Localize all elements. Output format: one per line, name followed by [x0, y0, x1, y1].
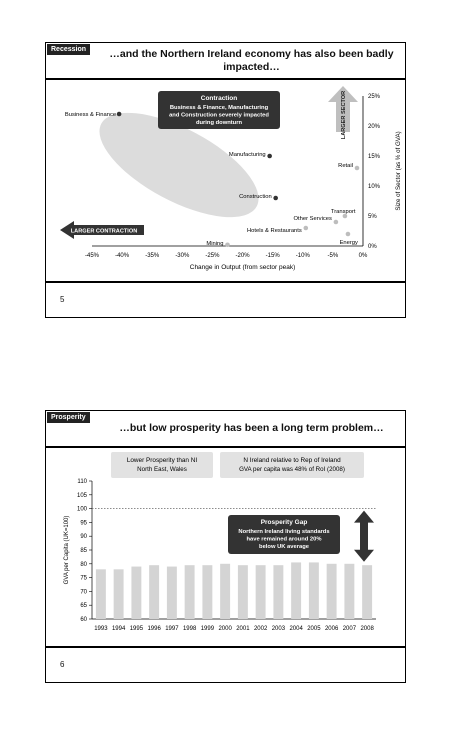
y-tick-label: 90 — [80, 534, 87, 541]
x-tick-label: -25% — [205, 253, 220, 259]
x-tick-label: 1996 — [147, 626, 161, 632]
x-tick-label: 1997 — [165, 626, 179, 632]
y-tick-label: 20% — [368, 124, 381, 130]
x-tick-label: -35% — [145, 253, 160, 259]
data-point — [267, 154, 272, 159]
callout-line: Northern Ireland living standards — [238, 529, 330, 535]
page-number: 5 — [60, 295, 65, 304]
y-tick-label: 105 — [76, 492, 87, 499]
bar-chart — [46, 448, 405, 648]
x-tick-label: -20% — [235, 253, 250, 259]
x-tick-label: 2004 — [289, 626, 303, 632]
point-label: Construction — [239, 194, 272, 200]
bar — [202, 565, 212, 619]
gap-double-arrow — [354, 511, 374, 562]
data-point — [273, 196, 278, 201]
point-label: Energy — [339, 240, 358, 246]
point-label: Transport — [330, 209, 356, 215]
data-point — [225, 243, 230, 248]
y-tick-label: 10% — [368, 184, 381, 190]
slide-header — [46, 411, 405, 448]
scatter-chart — [46, 80, 405, 283]
section-tag: Recession — [47, 44, 90, 55]
x-tick-label: -30% — [175, 253, 190, 259]
info-box-bg — [111, 452, 213, 478]
slide-footer — [46, 646, 405, 682]
slide-prosperity — [45, 410, 406, 683]
data-point — [346, 232, 351, 237]
data-point — [303, 226, 308, 231]
bar — [114, 569, 124, 619]
data-point — [117, 112, 122, 117]
info-box-title: Lower Prosperity than NI — [126, 457, 198, 464]
callout-line: Business & Finance, Manufacturing — [169, 105, 269, 111]
prosperity-gap-callout — [228, 515, 340, 554]
slide-footer — [46, 281, 405, 317]
x-tick-label: -10% — [295, 253, 310, 259]
info-box-roi — [220, 452, 364, 478]
x-tick-label: 2001 — [236, 626, 250, 632]
y-tick-label: 5% — [368, 214, 377, 220]
y-tick-label: 75 — [80, 575, 87, 582]
x-tick-label: 1998 — [182, 626, 197, 632]
slide-recession — [45, 42, 406, 318]
slide-header — [46, 43, 405, 80]
y-tick-label: 65 — [80, 603, 87, 610]
bar — [220, 564, 230, 619]
y-axis-label: GVA per Capita (UK=100) — [64, 515, 70, 585]
contraction-callout — [158, 91, 280, 129]
bar — [362, 565, 372, 619]
bar — [131, 567, 141, 619]
bar — [327, 564, 337, 619]
x-axis-label: Change in Output (from sector peak) — [189, 264, 296, 271]
x-tick-label: -45% — [84, 253, 100, 259]
up-arrow-label: LARGER SECTOR — [341, 90, 347, 140]
x-tick-label: 2003 — [271, 626, 286, 632]
y-axis-label: Size of Sector (as % of GVA) — [395, 131, 402, 211]
y-tick-label: 25% — [368, 94, 381, 100]
data-point — [355, 166, 360, 171]
point-label: Business & Finance — [64, 112, 117, 118]
x-tick-label: 1999 — [200, 626, 215, 632]
point-label: Other Services — [293, 216, 332, 222]
x-tick-label: 0% — [358, 253, 368, 259]
slide-title: …and the Northern Ireland economy has also been badly impacted… — [109, 48, 394, 73]
bar — [344, 564, 354, 619]
callout-line: and Construction severely impacted — [169, 112, 269, 119]
info-box-lower-prosperity — [111, 452, 213, 478]
callout-title: Contraction — [200, 95, 238, 102]
info-box-title: N Ireland relative to Rep of Ireland — [243, 457, 341, 464]
x-tick-label: 2005 — [307, 626, 321, 632]
callout-line: during downturn — [195, 120, 243, 126]
x-tick-label: 2000 — [218, 626, 232, 632]
x-tick-label: -15% — [265, 253, 280, 259]
callout-line: have remained around 20% — [246, 536, 322, 543]
data-point — [334, 220, 339, 225]
bar — [167, 567, 177, 619]
point-label: Mining — [206, 240, 224, 247]
larger-sector-arrow — [328, 86, 358, 139]
x-tick-label: 1994 — [111, 626, 126, 632]
x-tick-label: 1995 — [129, 626, 144, 632]
x-tick-label: -40% — [115, 253, 130, 259]
y-tick-label: 80 — [80, 561, 87, 568]
x-tick-label: 2007 — [342, 626, 357, 632]
point-label: Retail — [338, 163, 353, 169]
bar — [149, 565, 159, 619]
bar — [185, 565, 195, 619]
x-tick-label: 2008 — [360, 626, 374, 632]
slide-title: …but low prosperity has been a long term problem… — [119, 422, 384, 434]
y-tick-label: 70 — [80, 589, 87, 596]
bar — [256, 565, 266, 619]
y-tick-label: 100 — [76, 506, 87, 513]
y-tick-label: 0% — [368, 244, 377, 250]
bar — [309, 562, 319, 619]
x-tick-label: -5% — [327, 253, 339, 259]
bar — [96, 569, 106, 619]
bar — [238, 565, 248, 619]
x-tick-label: 2002 — [253, 626, 268, 632]
section-tag: Prosperity — [47, 412, 90, 423]
callout-line: below UK average — [259, 544, 309, 550]
x-tick-label: 2006 — [324, 626, 339, 632]
info-box-bg — [220, 452, 364, 478]
callout-title: Prosperity Gap — [260, 519, 308, 526]
point-label: Manufacturing — [228, 152, 266, 158]
y-tick-label: 15% — [368, 154, 381, 160]
info-box-text: North East, Wales — [137, 466, 187, 473]
y-tick-label: 60 — [80, 617, 87, 623]
bar — [291, 562, 301, 619]
y-tick-label: 85 — [80, 548, 87, 554]
y-tick-label: 95 — [80, 520, 87, 527]
info-box-text: GVA per capita was 48% of RoI (2008) — [239, 466, 345, 473]
point-label: Hotels & Restaurants — [247, 228, 302, 234]
page-number: 6 — [60, 660, 65, 669]
left-arrow-label: LARGER CONTRACTION — [70, 228, 138, 235]
bar — [273, 565, 283, 619]
x-tick-label: 1993 — [94, 626, 108, 632]
y-tick-label: 110 — [77, 479, 87, 485]
larger-contraction-arrow — [60, 221, 144, 239]
